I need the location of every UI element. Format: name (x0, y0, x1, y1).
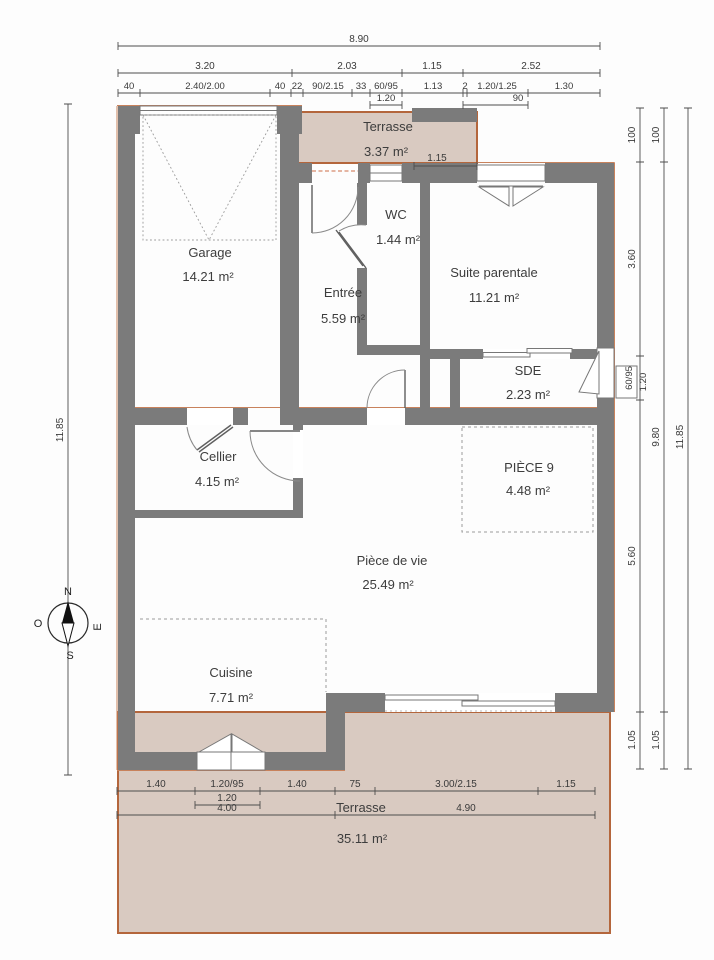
dim-bot-sub: 1.20 (217, 793, 237, 804)
dim-top3-6: 33 (355, 81, 367, 92)
sde-window (597, 348, 614, 398)
dim-right1-6: 1.05 (627, 730, 638, 750)
dim-top2-2: 2.03 (337, 61, 357, 72)
room-label-piece-de-vie: Pièce de vie (356, 553, 428, 568)
dim-top3-9: 2 (462, 81, 468, 92)
dim-top3-4: 22 (291, 81, 303, 92)
wall-wc-west-upper (357, 183, 367, 225)
room-label-piece9: PIÈCE 9 (504, 460, 554, 475)
dim-bot1-4: 75 (349, 779, 361, 790)
room-area-sde: 2.23 m² (505, 387, 551, 402)
wall-wc-south (357, 345, 430, 355)
wall-terrace-north-parapet (412, 108, 477, 122)
dim-top2-1: 3.20 (195, 61, 215, 72)
dim-top3-2: 2.40/2.00 (185, 81, 225, 92)
room-label-cuisine: Cuisine (209, 665, 253, 680)
room-area-piece-de-vie: 25.49 m² (362, 577, 414, 592)
room-label-wc: WC (385, 207, 407, 222)
room-label-sde: SDE (514, 363, 542, 378)
walls-layer (118, 106, 614, 770)
wall-living-south-seg2 (555, 693, 600, 712)
dim-top3-11: 1.30 (554, 81, 574, 92)
wall-middle-seg4 (405, 408, 614, 425)
suite-window-casement-right (513, 187, 543, 206)
dim-top3-3: 40 (274, 81, 286, 92)
dim-right1-3: 60/95 (624, 366, 635, 390)
compass-east-label: E (92, 623, 104, 631)
dim-terrace-north: 1.15 (427, 153, 447, 164)
wall-north-seg2 (358, 163, 370, 183)
dim-bot1-3: 1.40 (287, 779, 307, 790)
wall-kitchen-south-seg1 (118, 752, 197, 770)
dim-right-outer: 11.85 (675, 424, 686, 450)
dim-top3-1: 40 (123, 81, 135, 92)
dim-top-sub-2: 90 (512, 93, 524, 104)
room-area-terrasse-nord: 3.37 m² (363, 144, 409, 159)
wall-sde-north-seg2 (570, 349, 597, 359)
terrace-south-area (118, 712, 610, 933)
room-label-suite-parentale: Suite parentale (450, 265, 538, 280)
room-area-suite-parentale: 11.21 m² (468, 290, 520, 305)
room-label-entree: Entrée (323, 285, 363, 300)
room-area-piece9: 4.48 m² (505, 483, 551, 498)
dim-top-total: 8.90 (349, 34, 369, 45)
wall-middle-seg3 (292, 408, 367, 425)
room-label-garage: Garage (188, 245, 232, 260)
dim-top3-8: 1.13 (423, 81, 443, 92)
dim-right1-5: 5.60 (627, 546, 638, 566)
compass-south-label: S (66, 650, 74, 662)
dim-right1-2: 3.60 (627, 249, 638, 269)
wall-sde-north-seg1 (430, 349, 483, 359)
wall-garage-pier-left (118, 106, 140, 134)
sde-sliding-panel-2 (527, 349, 572, 354)
room-label-cellier: Cellier (199, 449, 237, 464)
cellier-east-opening (293, 430, 303, 478)
compass (34, 586, 104, 662)
dim-right1-4: 1.20 (638, 372, 649, 392)
bay-window-panel-2 (462, 701, 555, 706)
room-label-terrasse-sud: Terrasse (336, 800, 386, 815)
cellier-east-door-swing (250, 431, 300, 481)
compass-west-label: O (33, 618, 43, 630)
dim-bot1-2: 1.20/95 (210, 779, 244, 790)
dim-right2-3: 1.05 (651, 730, 662, 750)
entree-living-door-swing (367, 370, 405, 408)
cellier-door-leaf (197, 425, 231, 450)
suite-window (477, 165, 545, 181)
room-label-terrasse-nord: Terrasse (363, 119, 413, 134)
dim-top3-5: 90/2.15 (312, 81, 344, 92)
dim-bot1-5: 3.00/2.15 (435, 779, 477, 790)
dim-bot2-2: 4.90 (456, 803, 476, 814)
wall-middle-seg2 (233, 408, 248, 425)
wall-wc-west-lower (357, 268, 367, 345)
wall-east-upper (597, 163, 614, 348)
wall-east-lower (597, 398, 614, 712)
wall-sde-west (450, 359, 460, 408)
bay-window-panel-1 (385, 695, 478, 700)
room-area-cellier: 4.15 m² (194, 474, 240, 489)
dim-top-sub-1: 1.20 (376, 93, 396, 104)
dim-bot1-1: 1.40 (146, 779, 166, 790)
dim-top2-4: 2.52 (521, 61, 541, 72)
sde-sliding-panel-1 (483, 353, 530, 358)
wall-middle-seg1 (118, 408, 187, 425)
garage-door-swing-area (143, 115, 276, 240)
wall-cellier-east-upper (293, 425, 303, 430)
compass-needle-north (62, 601, 74, 623)
dim-top2-3: 1.15 (422, 61, 442, 72)
dim-right2-1: 100 (651, 126, 662, 144)
wall-west (118, 106, 135, 770)
compass-north-label: N (64, 586, 72, 598)
wall-garage-east (280, 112, 299, 425)
entree-living-opening (367, 408, 405, 425)
piece9-boundary (462, 427, 593, 532)
room-area-terrasse-sud: 35.11 m² (336, 831, 388, 846)
dim-right1-1: 100 (627, 126, 638, 144)
wall-north-seg1 (299, 163, 312, 183)
room-area-entree: 5.59 m² (320, 311, 366, 326)
room-area-garage: 14.21 m² (182, 269, 234, 284)
room-area-cuisine: 7.71 m² (208, 690, 254, 705)
dim-left-total: 11.85 (55, 417, 66, 443)
wc-door-leaf (339, 232, 366, 268)
wall-cellier-south (135, 510, 303, 518)
dim-bot1-6: 1.15 (556, 779, 576, 790)
cellier-door-swing (187, 427, 197, 450)
dim-right2-2: 9.80 (651, 427, 662, 447)
dim-bot2-1: 4.00 (217, 803, 237, 814)
room-area-wc: 1.44 m² (375, 232, 421, 247)
wall-living-south-seg1 (326, 693, 385, 712)
suite-window-casement-left (479, 187, 509, 206)
wall-suite-west (420, 183, 430, 408)
cellier-north-opening (187, 408, 233, 425)
dim-top3-10: 1.20/1.25 (477, 81, 517, 92)
dim-top3-7: 60/95 (374, 81, 398, 92)
wc-door-swing (339, 225, 366, 231)
cuisine-boundary (140, 619, 326, 692)
